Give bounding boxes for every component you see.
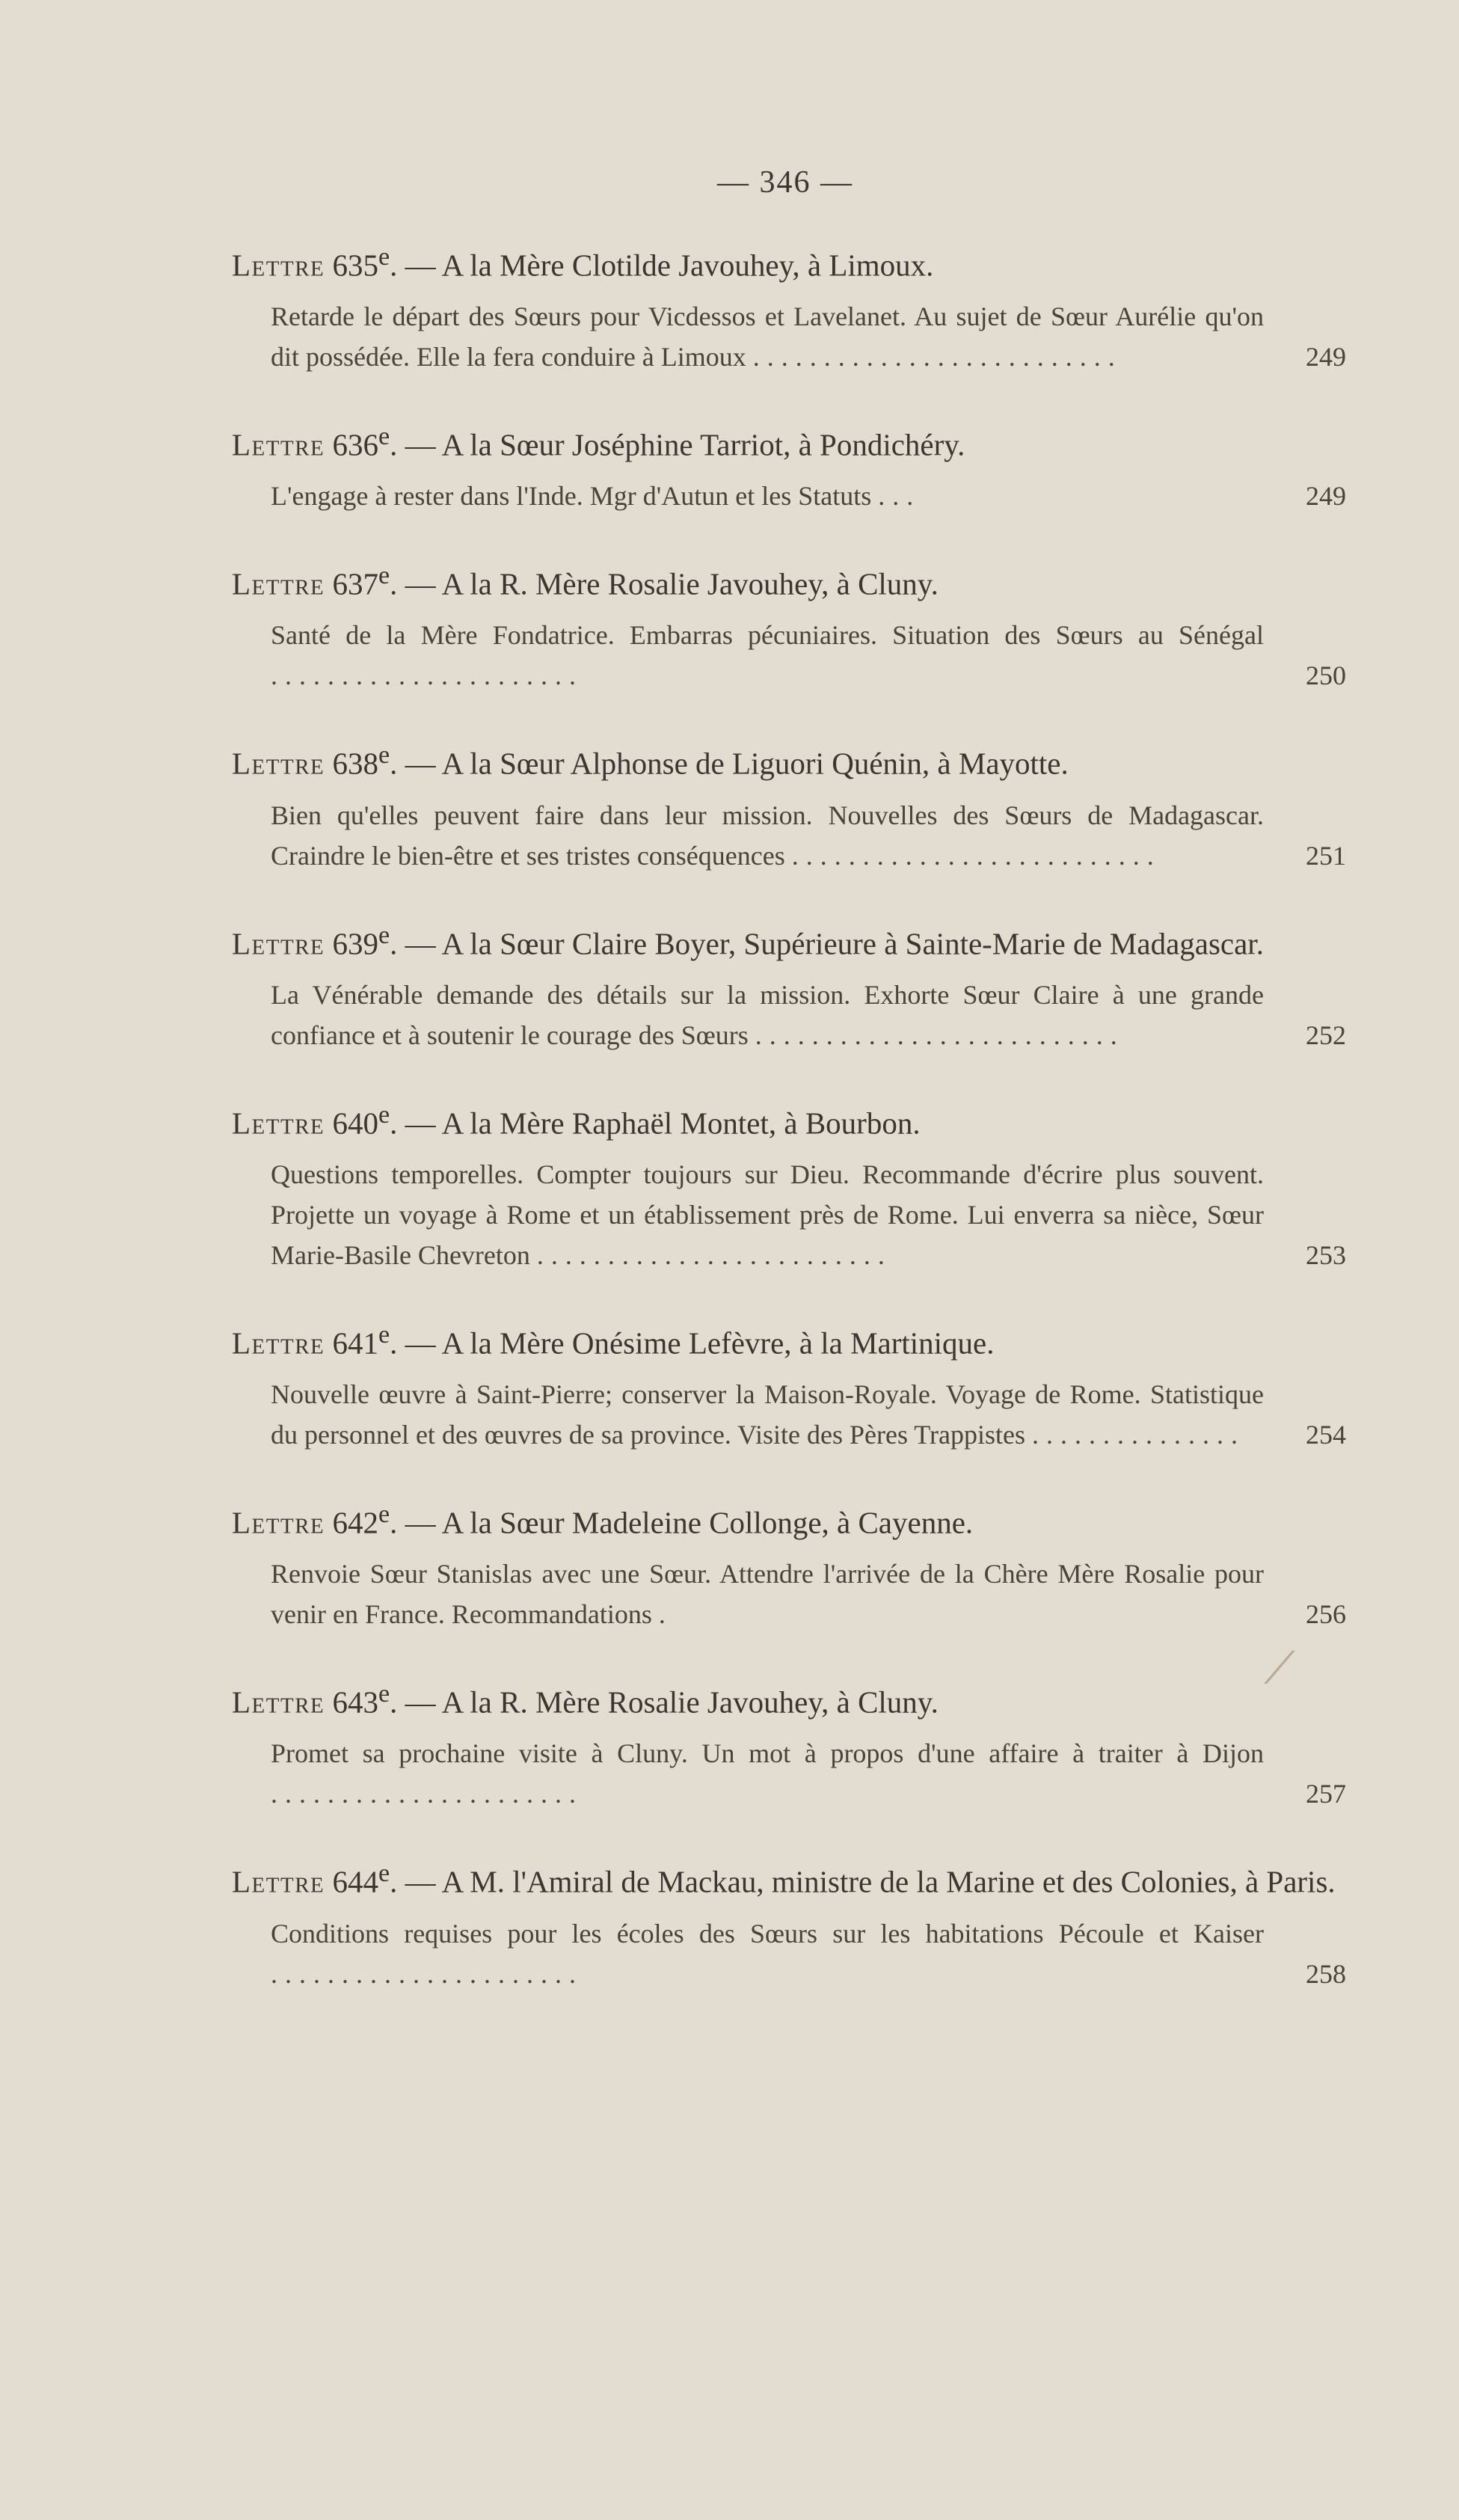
letter-label: Lettre (232, 1325, 325, 1361)
letter-recipient: . — A la Mère Clotilde Javouhey, à Limoux. (390, 248, 934, 283)
letter-recipient: . — A la R. Mère Rosalie Javouhey, à Cluny. (390, 566, 939, 601)
letter-recipient: . — A la R. Mère Rosalie Javouhey, à Cluny. (390, 1684, 939, 1720)
letter-number: 640 (332, 1106, 378, 1141)
letter-entry (232, 1096, 1346, 1275)
letter-number: 643 (332, 1684, 378, 1720)
letter-recipient: . — A la Sœur Claire Boyer, Supérieure à Sainte-Marie de Madagascar. (390, 926, 1264, 961)
summary-text: Renvoie Sœur Stanislas avec une Sœur. Attendre l'arrivée de la Chère Mère Rosalie pour venir en France. Recommandations (271, 1559, 1264, 1630)
letter-entry (232, 417, 1346, 516)
page-reference: 252 (1306, 1020, 1346, 1050)
dot-leader: .......................... (752, 342, 1122, 373)
letter-label: Lettre (232, 1684, 325, 1720)
page-reference: 257 (1306, 1779, 1346, 1809)
letter-summary (271, 476, 1346, 516)
letter-number: 635 (332, 248, 378, 283)
letter-ordinal: e (378, 1320, 390, 1349)
letter-ordinal: e (378, 741, 390, 770)
letter-summary (271, 1913, 1346, 1994)
letter-recipient: . — A la Sœur Joséphine Tarriot, à Pondichéry. (390, 427, 965, 462)
letter-entry (232, 916, 1346, 1055)
letter-number: 644 (332, 1865, 378, 1900)
letter-recipient: . — A la Sœur Madeleine Collonge, à Cayenne. (390, 1505, 974, 1540)
summary-text: Bien qu'elles peuvent faire dans leur mission. Nouvelles des Sœurs de Madagascar. Craindre le bien-être et ses tristes conséquences (271, 800, 1264, 871)
letter-ordinal: e (378, 921, 390, 949)
page-number: — 346 — (717, 165, 853, 200)
summary-text: Questions temporelles. Compter toujours sur Dieu. Recommande d'écrire plus souvent. Projette un voyage à Rome et un établissement près de Rome. Lui enverra sa nièce, Sœur Marie-Basile Chevreton (271, 1159, 1264, 1270)
letter-summary (271, 296, 1346, 377)
letter-recipient: . — A la Sœur Alphonse de Liguori Quénin, à Mayotte. (390, 747, 1069, 782)
summary-text: L'engage à rester dans l'Inde. Mgr d'Autun et les Statuts (271, 481, 872, 512)
letter-label: Lettre (232, 926, 325, 961)
letter-ordinal: e (378, 562, 390, 590)
letter-label: Lettre (232, 1106, 325, 1141)
page-reference: 249 (1306, 342, 1346, 373)
letter-heading (232, 1495, 1346, 1546)
letter-summary (271, 1733, 1346, 1814)
dot-leader: ...................... (271, 1779, 583, 1809)
letter-ordinal: e (378, 1500, 390, 1529)
letter-label: Lettre (232, 1865, 325, 1900)
summary-text: Santé de la Mère Fondatrice. Embarras pécuniaires. Situation des Sœurs au Sénégal (271, 620, 1264, 651)
page-reference: 254 (1306, 1420, 1346, 1450)
letter-list (232, 238, 1346, 2035)
page-reference: 258 (1306, 1958, 1346, 1989)
page-reference: 250 (1306, 660, 1346, 691)
letter-summary (271, 1554, 1346, 1634)
page-reference: 253 (1306, 1239, 1346, 1270)
letter-label: Lettre (232, 427, 325, 462)
dot-leader: ............... (1032, 1420, 1246, 1450)
summary-text: Promet sa prochaine visite à Cluny. Un mot à propos d'une affaire à traiter à Dijon (271, 1738, 1264, 1769)
letter-entry (232, 238, 1346, 377)
letter-heading (232, 1096, 1346, 1147)
letter-summary (271, 975, 1346, 1055)
letter-label: Lettre (232, 747, 325, 782)
letter-entry (232, 736, 1346, 875)
letter-ordinal: e (378, 423, 390, 451)
page-reference: 256 (1306, 1599, 1346, 1630)
letter-heading (232, 916, 1346, 967)
letter-heading (232, 1316, 1346, 1367)
letter-heading (232, 417, 1346, 468)
dot-leader: . (658, 1599, 673, 1630)
summary-text: Nouvelle œuvre à Saint-Pierre; conserver la Maison-Royale. Voyage de Rome. Statistique du personnel et des œuvres de sa province. Visite des Pères Trappistes (271, 1379, 1264, 1450)
dot-leader: .......................... (791, 840, 1161, 871)
letter-heading (232, 557, 1346, 607)
letter-ordinal: e (378, 1100, 390, 1129)
letter-label: Lettre (232, 248, 325, 283)
letter-recipient: . — A M. l'Amiral de Mackau, ministre de la Marine et des Colonies, à Paris. (390, 1865, 1336, 1900)
dot-leader: ...................... (271, 660, 583, 691)
letter-recipient: . — A la Mère Raphaël Montet, à Bourbon. (390, 1106, 921, 1141)
paper-mark-decoration: ⟋ (1264, 1643, 1295, 1693)
letter-ordinal: e (378, 1680, 390, 1708)
letter-entry (232, 1854, 1346, 1993)
summary-text: La Vénérable demande des détails sur la mission. Exhorte Sœur Claire à une grande confiance et à soutenir le courage des Sœurs (271, 979, 1264, 1050)
letter-entry (232, 1316, 1346, 1455)
summary-text: Conditions requises pour les écoles des Sœurs sur les habitations Pécoule et Kaiser (271, 1918, 1264, 1949)
letter-number: 639 (332, 926, 378, 961)
letter-entry (232, 557, 1346, 696)
page-reference: 251 (1306, 840, 1346, 871)
dot-leader: ...................... (271, 1958, 583, 1989)
letter-number: 641 (332, 1325, 378, 1361)
letter-heading (232, 1854, 1346, 1905)
letter-ordinal: e (378, 1860, 390, 1888)
letter-summary (271, 615, 1346, 696)
letter-label: Lettre (232, 566, 325, 601)
letter-number: 638 (332, 747, 378, 782)
letter-ordinal: e (378, 243, 390, 271)
letter-summary (271, 1374, 1346, 1455)
letter-heading (232, 736, 1346, 787)
letter-entry (232, 1495, 1346, 1634)
letter-summary (271, 1154, 1346, 1275)
dot-leader: .......................... (755, 1020, 1125, 1050)
letter-number: 636 (332, 427, 378, 462)
letter-number: 637 (332, 566, 378, 601)
page-reference: 249 (1306, 481, 1346, 512)
letter-recipient: . — A la Mère Onésime Lefèvre, à la Martinique. (390, 1325, 995, 1361)
letter-entry (232, 1675, 1346, 1814)
letter-heading (232, 1675, 1346, 1726)
letter-label: Lettre (232, 1505, 325, 1540)
letter-heading (232, 238, 1346, 289)
letter-number: 642 (332, 1505, 378, 1540)
dot-leader: ... (878, 481, 921, 512)
summary-text: Retarde le départ des Sœurs pour Vicdessos et Lavelanet. Au sujet de Sœur Aurélie qu'on dit possédée. Elle la fera conduire à Limoux (271, 301, 1264, 373)
dot-leader: ......................... (536, 1239, 892, 1270)
letter-summary (271, 795, 1346, 876)
